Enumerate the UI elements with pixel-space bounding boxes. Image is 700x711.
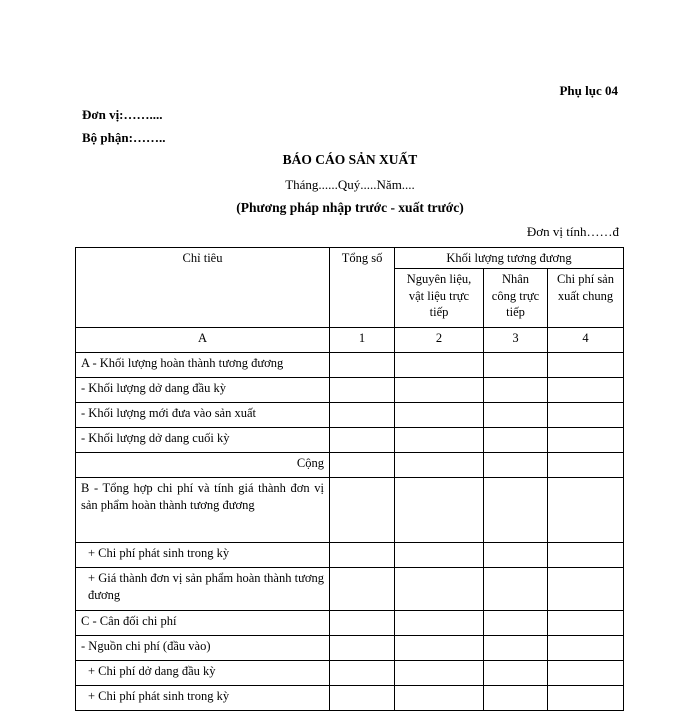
table-cell [330, 568, 395, 611]
table-cell [548, 686, 624, 711]
table-cell [548, 478, 624, 543]
table-row [76, 378, 624, 403]
report-title: BÁO CÁO SẢN XUẤT [282, 152, 418, 167]
table-cell [484, 611, 548, 636]
row-label: A - Khối lượng hoàn thành tương đương [76, 353, 330, 378]
table-cell [395, 378, 484, 403]
appendix-label: Phụ lục 04 [559, 83, 618, 98]
col-number-2: 2 [395, 328, 484, 353]
table-row [76, 543, 624, 568]
row-label: C - Cân đối chi phí [76, 611, 330, 636]
table-cell [395, 478, 484, 543]
table-cell [330, 611, 395, 636]
header-equivalent: Khối lượng tương đương [395, 248, 624, 269]
table-row [76, 428, 624, 453]
table-cell [548, 353, 624, 378]
table-cell [484, 378, 548, 403]
report-period: Tháng......Quý.....Năm.... [285, 177, 415, 192]
row-label: - Khối lượng dở dang cuối kỳ [76, 428, 330, 453]
table-cell [548, 568, 624, 611]
table-row [76, 353, 624, 378]
row-label: - Nguồn chi phí (đầu vào) [76, 636, 330, 661]
row-label: - Khối lượng dở dang đầu kỳ [76, 378, 330, 403]
table-cell [395, 543, 484, 568]
table-cell [484, 428, 548, 453]
table-cell [548, 403, 624, 428]
table-row [76, 478, 624, 543]
col-number-4: 4 [548, 328, 624, 353]
currency-unit: Đơn vị tính……đ [526, 224, 619, 239]
header-labor: Nhân công trực tiếp [484, 269, 548, 328]
table-cell [548, 378, 624, 403]
table-cell [395, 453, 484, 478]
row-label: + Chi phí phát sinh trong kỳ [76, 686, 330, 711]
table-cell [548, 453, 624, 478]
table-cell [330, 661, 395, 686]
col-number-3: 3 [484, 328, 548, 353]
table-cell [330, 543, 395, 568]
row-label: - Khối lượng mới đưa vào sản xuất [76, 403, 330, 428]
table-cell [484, 636, 548, 661]
table-cell [548, 661, 624, 686]
table-cell [548, 428, 624, 453]
table-cell [484, 686, 548, 711]
column-number-row [76, 328, 624, 353]
table-row [76, 611, 624, 636]
unit-field: Đơn vị:…….... [82, 107, 163, 122]
table-cell [484, 543, 548, 568]
table-cell [395, 428, 484, 453]
table-row [76, 403, 624, 428]
table-cell [548, 611, 624, 636]
table-cell [548, 543, 624, 568]
row-label: B - Tổng hợp chi phí và tính giá thành đơn vị sản phẩm hoàn thành tương đương [76, 478, 330, 543]
table-row [76, 453, 624, 478]
table-cell [395, 611, 484, 636]
report-method: (Phương pháp nhập trước - xuất trước) [236, 200, 464, 215]
table-cell [548, 636, 624, 661]
table-cell [395, 403, 484, 428]
header-indicator: Chỉ tiêu [76, 248, 330, 328]
table-cell [484, 478, 548, 543]
table-cell [484, 453, 548, 478]
header-total: Tổng số [330, 248, 395, 328]
production-report-table [75, 247, 624, 711]
table-cell [330, 453, 395, 478]
table-row [76, 661, 624, 686]
table-cell [484, 353, 548, 378]
table-cell [484, 661, 548, 686]
row-label-total: Cộng [76, 453, 330, 478]
table-cell [484, 403, 548, 428]
department-field: Bộ phận:…….. [82, 130, 166, 145]
table-row [76, 636, 624, 661]
header-materials: Nguyên liệu, vật liệu trực tiếp [395, 269, 484, 328]
table-cell [395, 686, 484, 711]
table-cell [330, 428, 395, 453]
table-header-row [76, 248, 624, 269]
table-cell [395, 568, 484, 611]
table-cell [330, 478, 395, 543]
table-row [76, 686, 624, 711]
table-cell [395, 661, 484, 686]
table-cell [330, 686, 395, 711]
table-cell [395, 636, 484, 661]
table-cell [330, 636, 395, 661]
table-cell [330, 353, 395, 378]
table-row [76, 568, 624, 611]
header-overhead: Chi phí sản xuất chung [548, 269, 624, 328]
table-cell [330, 403, 395, 428]
table-cell [330, 378, 395, 403]
table-cell [395, 353, 484, 378]
col-number-1: 1 [330, 328, 395, 353]
row-label: + Giá thành đơn vị sản phẩm hoàn thành tương đương [76, 568, 330, 611]
col-number-a: A [76, 328, 330, 353]
table-cell [484, 568, 548, 611]
row-label: + Chi phí phát sinh trong kỳ [76, 543, 330, 568]
row-label: + Chi phí dở dang đầu kỳ [76, 661, 330, 686]
